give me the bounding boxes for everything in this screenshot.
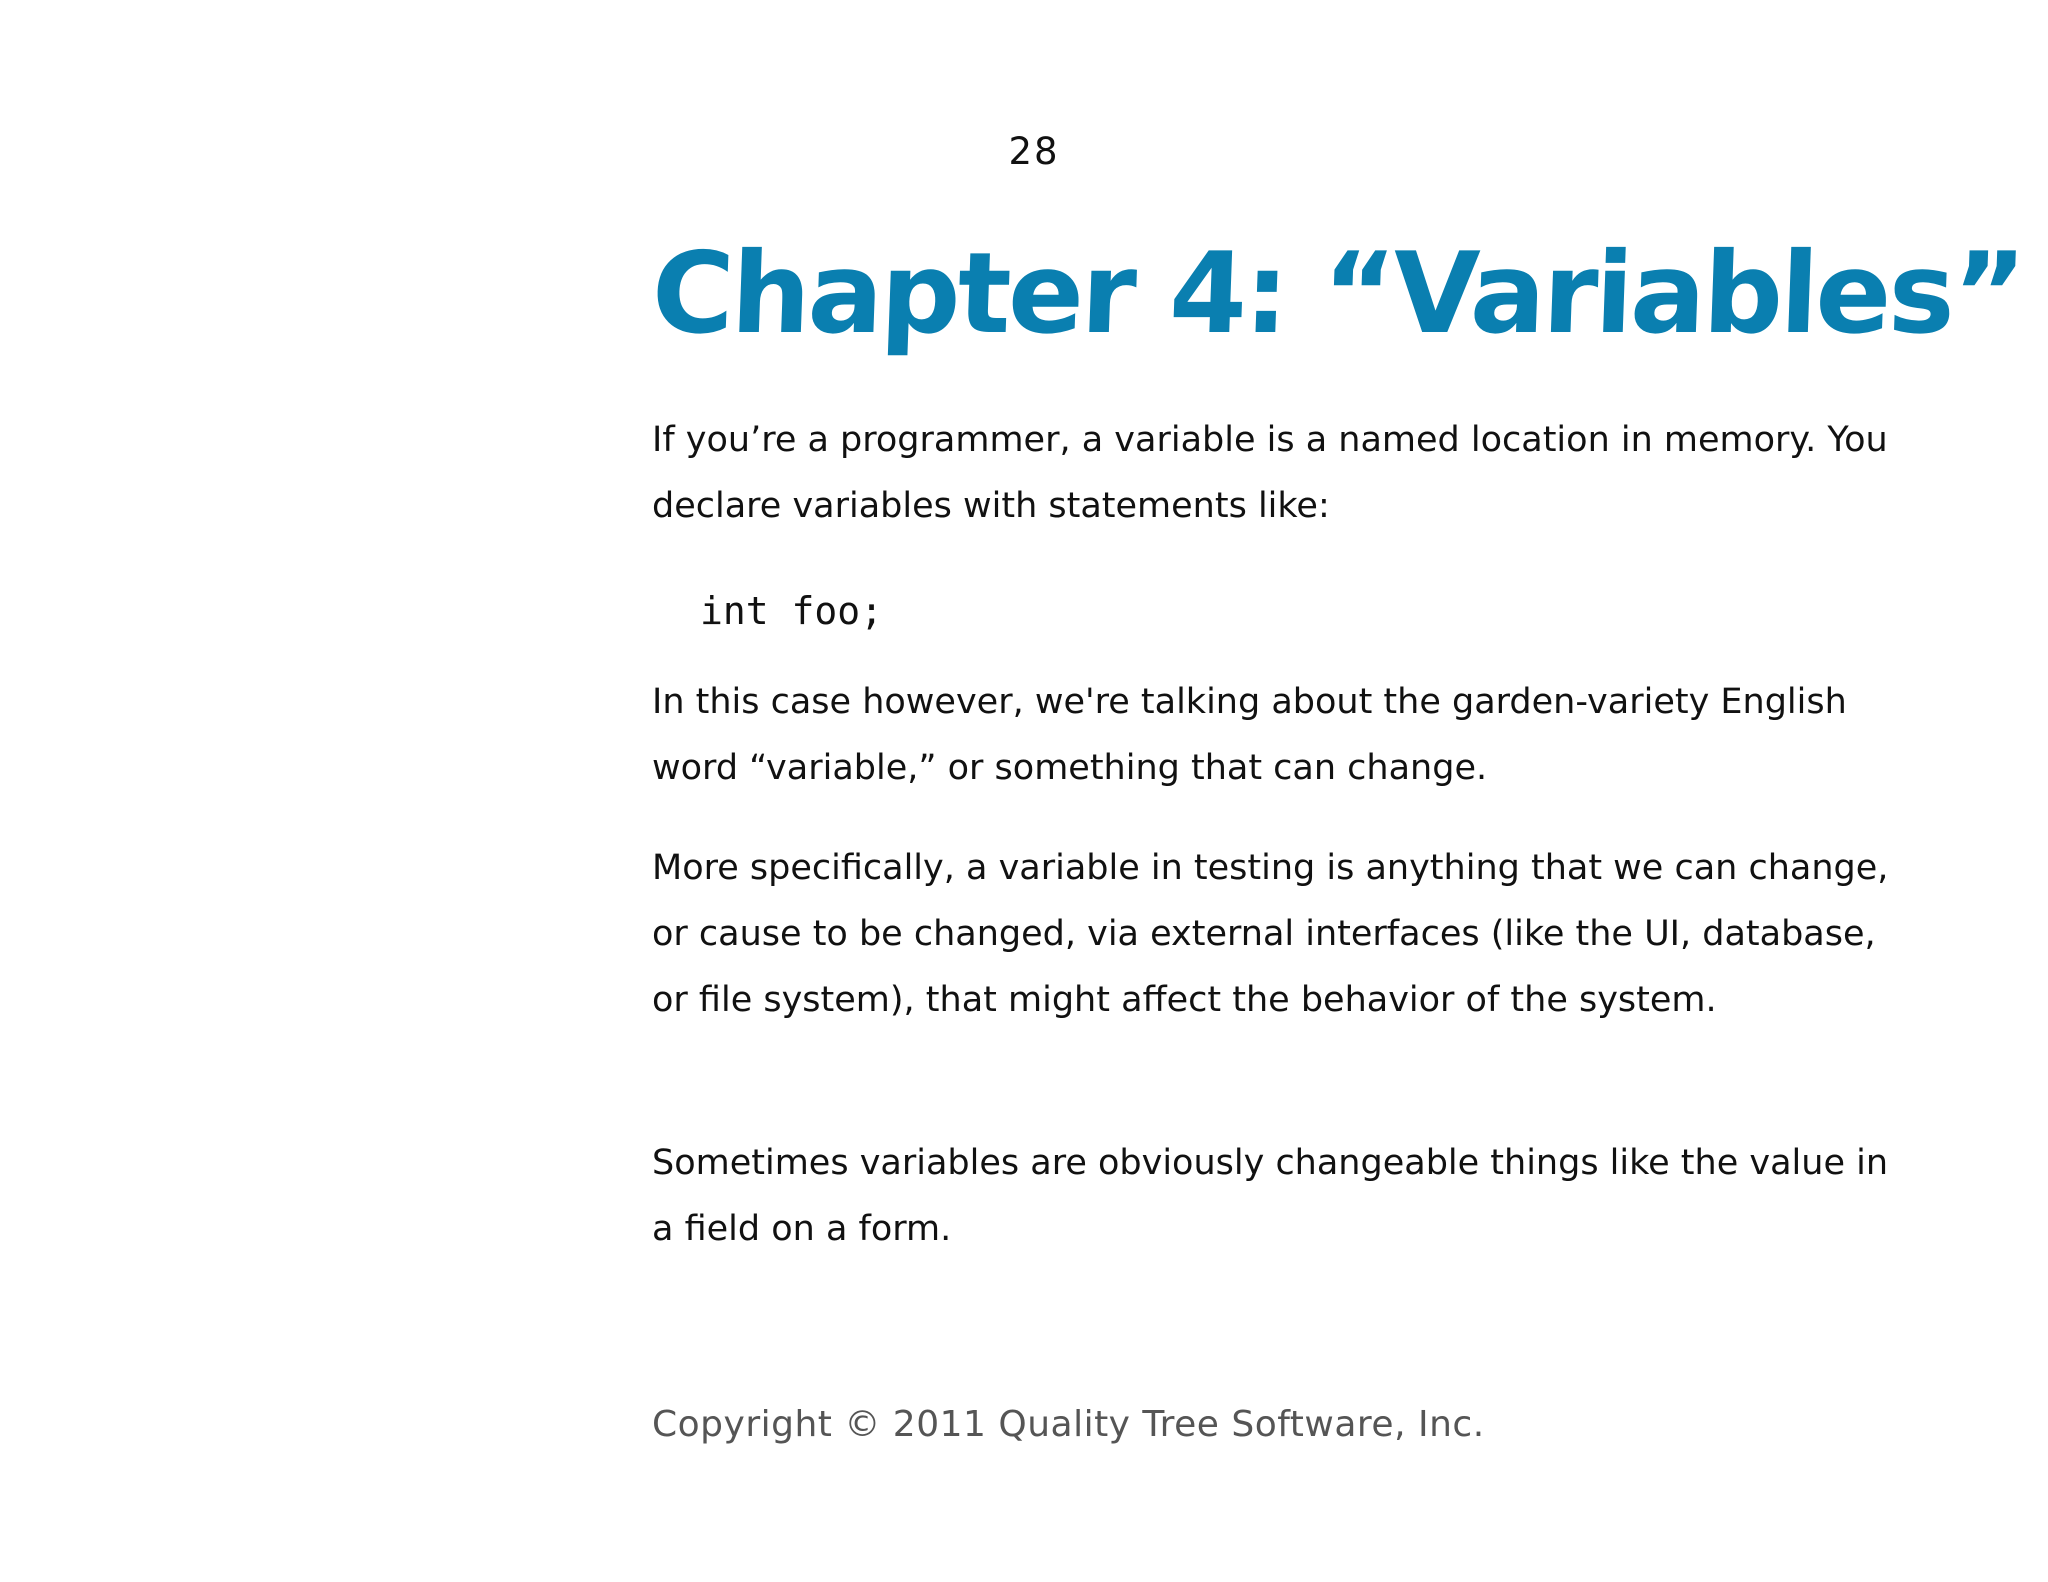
copyright-footer: Copyright © 2011 Quality Tree Software, Inc.: [652, 1404, 1485, 1445]
page-number: 28: [1008, 130, 1060, 173]
paragraph-2: In this case however, we're talking about the garden-variety English word “variable,” or something that can change.: [652, 682, 1847, 788]
chapter-title: Chapter 4: “Variables”: [649, 229, 2026, 359]
code-example: int foo;: [700, 589, 884, 633]
paragraph-4: Sometimes variables are obviously changeable things like the value in a field on a form.: [652, 1143, 1889, 1249]
paragraph-3: More specifically, a variable in testing is anything that we can change, or cause to be changed, via external interfaces (like the UI, database, or file system), that might affect the behavior of the system.: [652, 848, 1889, 1020]
paragraph-1: If you’re a programmer, a variable is a named location in memory. You declare variables with statements like:: [652, 420, 1888, 526]
